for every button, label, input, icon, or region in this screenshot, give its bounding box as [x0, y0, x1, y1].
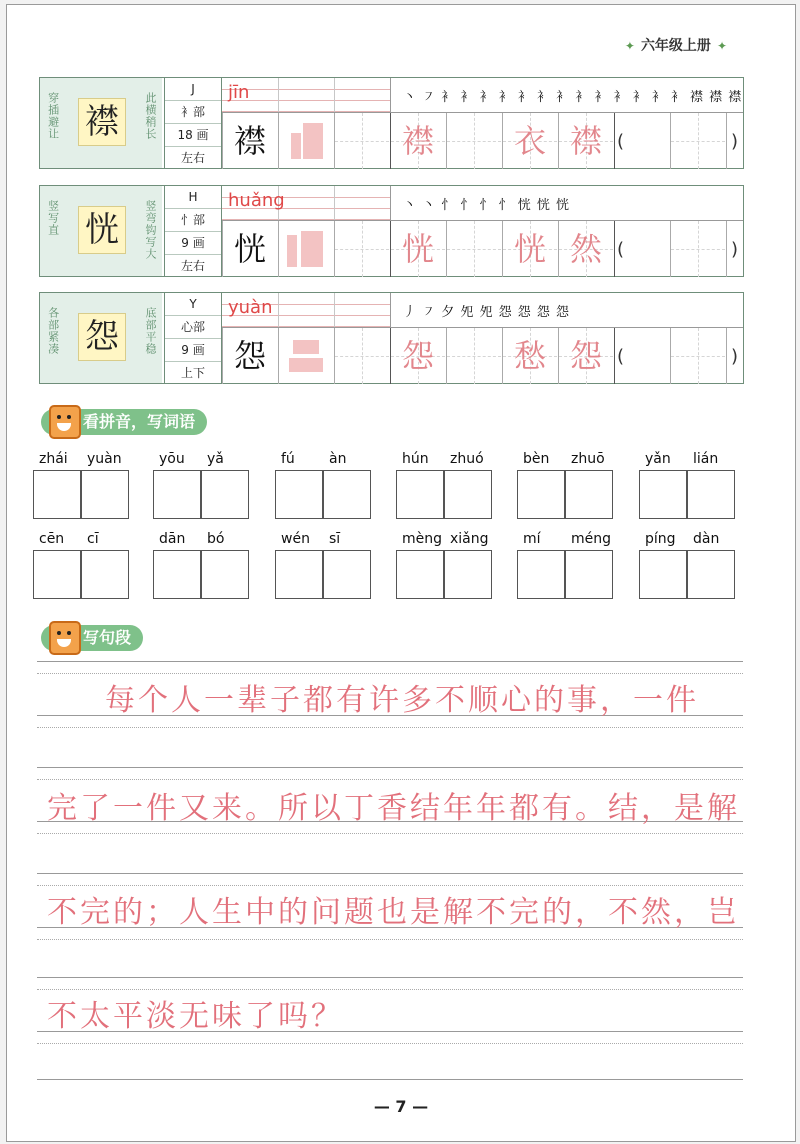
trace-character: 愁 — [513, 337, 546, 375]
trace-character: 然 — [569, 230, 602, 268]
answer-box[interactable] — [564, 470, 613, 519]
practice-cell[interactable] — [502, 328, 557, 384]
model-character: 恍 — [233, 230, 266, 268]
practice-cell[interactable] — [502, 113, 557, 169]
char-row-jin — [39, 77, 744, 169]
practice-cell[interactable] — [390, 113, 445, 169]
stroke-count: 18 画 — [165, 124, 221, 147]
model-character: 恍 — [78, 206, 126, 254]
pinyin-lines — [222, 186, 390, 220]
answer-box[interactable] — [200, 470, 249, 519]
stroke-sequence: 丶 ㇇ 衤 衤 衤 衤 衤 衤 衤 衤 衤 衤 衤 衤 衤 襟 襟 襟 — [403, 90, 743, 105]
answer-box[interactable] — [153, 550, 202, 599]
writing-line — [37, 939, 743, 940]
model-character: 襟 — [78, 98, 126, 146]
word-pinyin: méng — [571, 531, 612, 547]
stroke-order — [390, 78, 743, 112]
char-card — [40, 293, 162, 383]
word-pinyin: cī — [87, 531, 99, 547]
passage-line: 不太平淡无味了吗？ — [47, 999, 344, 1034]
trace-character: 怨 — [401, 337, 434, 375]
book-mascot-icon — [49, 621, 81, 655]
stroke-hint — [289, 358, 323, 372]
stroke-order — [390, 293, 743, 327]
word-pinyin: wén — [281, 531, 310, 547]
star-icon: ✦ — [716, 39, 727, 53]
writing-line — [37, 673, 743, 674]
word-pinyin: zhuō — [571, 451, 605, 467]
writing-tip-left: 各部紧凑 — [46, 307, 60, 355]
word-item — [396, 531, 492, 609]
char-row-yuan — [39, 292, 744, 384]
index-letter: J — [165, 78, 221, 101]
answer-box[interactable] — [517, 550, 566, 599]
word-pinyin: àn — [329, 451, 347, 467]
writing-line — [37, 873, 743, 874]
word-pinyin: yǎ — [207, 451, 224, 467]
structure: 上下 — [180, 366, 205, 380]
writing-line — [37, 1079, 743, 1080]
word-item — [396, 451, 492, 529]
practice-cell[interactable] — [446, 328, 501, 384]
word-item — [153, 451, 249, 529]
answer-box[interactable] — [80, 470, 129, 519]
word-pinyin: dān — [159, 531, 186, 547]
word-item — [275, 531, 371, 609]
answer-box[interactable] — [153, 470, 202, 519]
radical: 衤部 — [165, 101, 221, 124]
answer-box[interactable] — [396, 470, 445, 519]
index-letter: Y — [165, 293, 221, 316]
stroke-order — [390, 186, 743, 220]
word-pinyin: zhái — [39, 451, 68, 467]
stroke-hint — [303, 123, 323, 159]
answer-box[interactable] — [275, 550, 324, 599]
word-item — [517, 531, 613, 609]
practice-cell[interactable] — [446, 113, 501, 169]
writing-tip-right: 竖弯钩写大 — [144, 200, 157, 260]
answer-cell[interactable]: ) — [726, 328, 743, 384]
practice-cell[interactable] — [334, 328, 389, 384]
word-item — [517, 451, 613, 529]
pinyin-lines — [222, 293, 390, 327]
char-info — [164, 186, 222, 276]
writing-line — [37, 989, 743, 990]
structure: 左右 — [180, 259, 205, 273]
char-card — [40, 186, 162, 276]
section-title-writing — [41, 625, 143, 651]
grade-title: 六年级上册 — [640, 38, 711, 54]
word-pinyin: bèn — [523, 451, 550, 467]
trace-character: 衣 — [513, 122, 546, 160]
model-character: 怨 — [233, 337, 266, 375]
char-info — [164, 293, 222, 383]
section-title-text: 写句段 — [83, 628, 132, 647]
word-pinyin: bó — [207, 531, 225, 547]
practice-cell — [278, 221, 333, 277]
writing-line — [37, 661, 743, 662]
writing-tip-left: 竖写直 — [46, 200, 60, 236]
book-mascot-icon — [49, 405, 81, 439]
answer-box[interactable] — [517, 470, 566, 519]
stroke-sequence: 丶 丶 忄 忄 忄 忄 恍 恍 恍 — [403, 198, 571, 213]
trace-character: 怨 — [569, 337, 602, 375]
word-pinyin: cēn — [39, 531, 65, 547]
word-pinyin: yuàn — [87, 451, 122, 467]
practice-cell[interactable] — [334, 221, 389, 277]
word-pinyin: píng — [645, 531, 676, 547]
trace-character: 襟 — [569, 122, 602, 160]
word-item — [275, 451, 371, 529]
word-item — [153, 531, 249, 609]
answer-cell[interactable] — [670, 113, 725, 169]
answer-box[interactable] — [639, 550, 688, 599]
practice-cell — [278, 113, 333, 169]
stroke-hint — [293, 340, 319, 354]
pinyin: yuàn — [228, 297, 273, 318]
answer-cell[interactable]: ) — [726, 113, 743, 169]
practice-cell[interactable] — [558, 221, 613, 277]
word-item — [33, 531, 129, 609]
passage-line: 完了一件又来。所以丁香结年年都有。结，是解 — [47, 791, 740, 826]
practice-cell[interactable] — [558, 113, 613, 169]
word-pinyin: yǎn — [645, 451, 671, 467]
passage-line: 不完的；人生中的问题也是解不完的，不然，岂 — [47, 895, 740, 930]
word-pinyin: mí — [523, 531, 541, 547]
word-pinyin: hún — [402, 451, 429, 467]
word-pinyin: lián — [693, 451, 719, 467]
answer-box[interactable] — [396, 550, 445, 599]
section-title-pinyin-words — [41, 409, 207, 435]
word-pinyin: dàn — [693, 531, 720, 547]
trace-character: 恍 — [513, 230, 546, 268]
stroke-count: 9 画 — [165, 339, 221, 362]
answer-box[interactable] — [33, 470, 82, 519]
practice-grid — [222, 220, 743, 277]
practice-cell[interactable] — [502, 221, 557, 277]
practice-cell — [222, 328, 277, 384]
section-title-text: 看拼音，写词语 — [83, 412, 196, 431]
radical: 心部 — [165, 316, 221, 339]
answer-box[interactable] — [33, 550, 82, 599]
radical: 忄部 — [165, 209, 221, 232]
page-header — [619, 35, 733, 55]
practice-grid — [222, 112, 743, 169]
star-icon: ✦ — [624, 39, 635, 53]
pinyin: huǎng — [228, 190, 285, 211]
answer-box[interactable] — [322, 470, 371, 519]
model-character: 襟 — [233, 122, 266, 160]
answer-box[interactable] — [200, 550, 249, 599]
writing-line — [37, 1043, 743, 1044]
practice-cell[interactable] — [390, 328, 445, 384]
writing-line — [37, 779, 743, 780]
word-item — [33, 451, 129, 529]
practice-cell — [278, 328, 333, 384]
writing-line — [37, 833, 743, 834]
char-info — [164, 78, 222, 168]
index-letter: H — [165, 186, 221, 209]
pinyin: jīn — [228, 82, 250, 103]
word-pinyin: xiǎng — [450, 531, 489, 547]
answer-cell[interactable]: ) — [726, 221, 743, 277]
model-character: 怨 — [78, 313, 126, 361]
writing-tip-right: 底部平稳 — [144, 307, 157, 355]
answer-box[interactable] — [275, 470, 324, 519]
trace-character: 恍 — [401, 230, 434, 268]
answer-cell[interactable]: ( — [614, 113, 669, 169]
stroke-sequence: 丿 ㇇ 夕 夗 夗 怨 怨 怨 怨 — [403, 305, 571, 320]
word-pinyin: mèng — [402, 531, 443, 547]
word-pinyin: yōu — [159, 451, 185, 467]
workbook-page — [6, 4, 796, 1142]
answer-box[interactable] — [686, 550, 735, 599]
answer-cell[interactable]: ( — [614, 221, 669, 277]
answer-box[interactable] — [564, 550, 613, 599]
answer-box[interactable] — [639, 470, 688, 519]
word-item — [639, 531, 735, 609]
practice-cell[interactable] — [390, 221, 445, 277]
answer-box[interactable] — [686, 470, 735, 519]
answer-box[interactable] — [80, 550, 129, 599]
structure: 左右 — [180, 151, 205, 165]
practice-cell — [222, 113, 277, 169]
practice-cell — [222, 221, 277, 277]
writing-line — [37, 727, 743, 728]
word-pinyin: zhuó — [450, 451, 484, 467]
writing-tip-left: 穿插避让 — [46, 92, 60, 140]
writing-tip-right: 此横稍长 — [144, 92, 157, 140]
answer-cell[interactable]: ( — [614, 328, 669, 384]
practice-cell[interactable] — [558, 328, 613, 384]
answer-box[interactable] — [443, 550, 492, 599]
writing-line — [37, 977, 743, 978]
char-card — [40, 78, 162, 168]
trace-character: 襟 — [401, 122, 434, 160]
stroke-hint — [291, 133, 301, 159]
stroke-hint — [301, 231, 323, 267]
page-number: — 7 — — [373, 1097, 429, 1116]
writing-line — [37, 885, 743, 886]
stroke-hint — [287, 235, 297, 267]
stroke-count: 9 画 — [165, 232, 221, 255]
answer-cell[interactable] — [670, 221, 725, 277]
word-pinyin: sī — [329, 531, 341, 547]
practice-cell[interactable] — [446, 221, 501, 277]
practice-cell[interactable] — [334, 113, 389, 169]
answer-box[interactable] — [443, 470, 492, 519]
passage-line: 每个人一辈子都有许多不顺心的事，一件 — [105, 683, 699, 718]
answer-box[interactable] — [322, 550, 371, 599]
pinyin-lines — [222, 78, 390, 112]
answer-cell[interactable] — [670, 328, 725, 384]
practice-grid — [222, 327, 743, 384]
char-row-huang — [39, 185, 744, 277]
writing-line — [37, 767, 743, 768]
word-pinyin: fú — [281, 451, 295, 467]
word-item — [639, 451, 735, 529]
